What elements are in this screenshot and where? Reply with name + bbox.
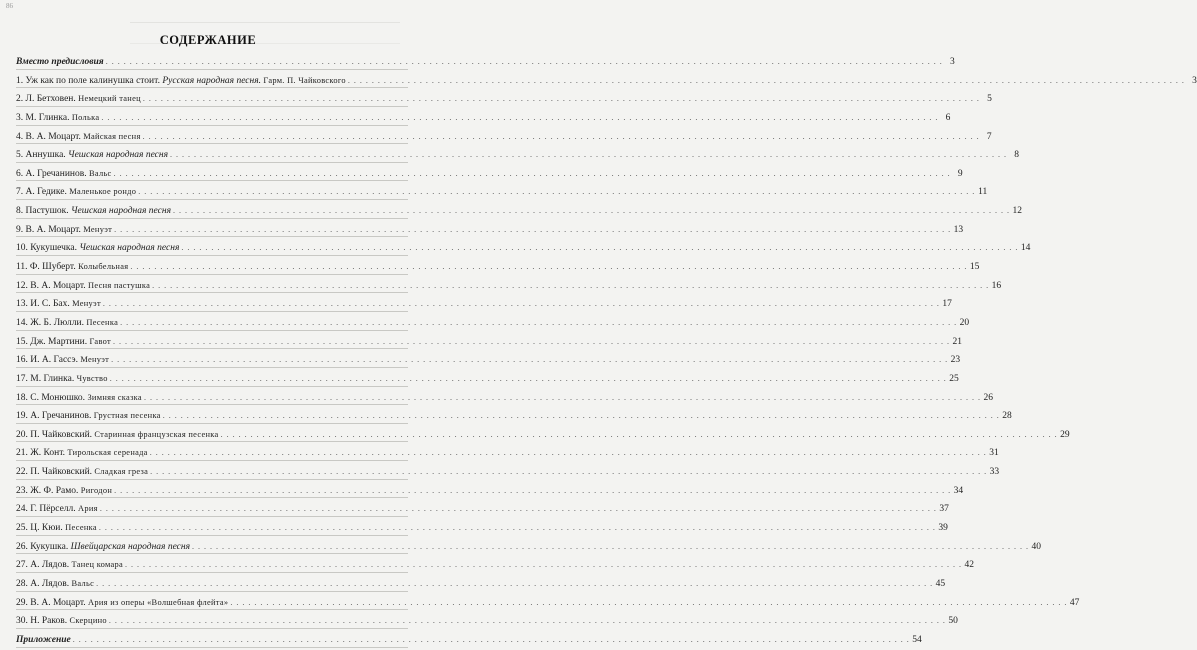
toc-entry[interactable] bbox=[16, 426, 1070, 445]
toc-entry-number: 9. bbox=[16, 224, 24, 235]
toc-entry-title: Песенка bbox=[86, 317, 119, 327]
toc-entry-number: 3. bbox=[16, 112, 24, 123]
toc-entry[interactable] bbox=[16, 463, 1000, 482]
toc-entry[interactable] bbox=[16, 538, 1042, 557]
toc-entry[interactable] bbox=[16, 277, 1002, 296]
toc-entry-title: Менуэт bbox=[72, 299, 101, 309]
toc-entry-composer: В. А. Моцарт. bbox=[30, 597, 86, 608]
toc-entry-number: 26. bbox=[16, 541, 28, 552]
toc-entry-text bbox=[16, 239, 179, 258]
toc-entry-text bbox=[16, 631, 71, 650]
toc-entry-page: 29 bbox=[1060, 429, 1070, 440]
toc-entry-page: 26 bbox=[983, 392, 993, 403]
toc-entry[interactable] bbox=[16, 109, 951, 128]
toc-entry-number: 5. bbox=[16, 150, 24, 161]
toc-entry-page: 50 bbox=[948, 616, 958, 627]
toc-entry-title: Уж как по поле калинушка стоит. bbox=[25, 75, 160, 86]
toc-entry-text bbox=[16, 519, 97, 538]
toc-entry-number: 10. bbox=[16, 243, 28, 254]
toc-entry-text bbox=[16, 612, 107, 631]
toc-entry-number: 16. bbox=[16, 355, 28, 366]
toc-entry-composer: Ж. Ф. Рамо. bbox=[30, 485, 79, 496]
toc-entry-title: Менуэт bbox=[83, 224, 113, 234]
toc-entry[interactable] bbox=[16, 53, 955, 72]
leader-dots: . . . . . . . . . . . . . . . . . . . . . . . . . . . . . . . . . . . . . . . . . . . . . . . . . . . . . . . . . . . . . . . . . . . . . . . . . . . . . . . . . . . . . . . . . . . . . . . . . . . . . . . . . . . . . . . . . . . . . . . . . . . . . . . . . . . . . . . . . . . . bbox=[125, 560, 963, 570]
toc-entry-page: 31 bbox=[989, 448, 999, 459]
toc-entry-composer: Ж. Б. Люлли. bbox=[30, 317, 84, 328]
toc-entry-title: Ария из оперы «Волшебная флейта» bbox=[88, 597, 229, 607]
toc-entry-page: 28 bbox=[1002, 411, 1012, 422]
toc-entry-composer: С. Монюшко. bbox=[30, 392, 86, 403]
toc-entry-composer: Кукушка. bbox=[30, 541, 69, 552]
leader-dots: . . . . . . . . . . . . . . . . . . . . . . . . . . . . . . . . . . . . . . . . . . . . . . . . . . . . . . . . . . . . . . . . . . . . . . . . . . . . . . . . . . . . . . . . . . . . . . . . . . . . . . . . . . . . . . . . . . . . . . . . . . . . . . . . . . . . . . . . . . . . bbox=[98, 523, 936, 533]
toc-entry[interactable] bbox=[16, 519, 948, 538]
toc-entry-composer: И. А. Гассэ. bbox=[30, 355, 78, 366]
toc-entry-page: 9 bbox=[957, 168, 963, 179]
toc-entry-text bbox=[16, 426, 219, 445]
toc-entry-text bbox=[16, 146, 168, 165]
toc-entry-composer: Л. Бетховен. bbox=[25, 94, 76, 105]
toc-entry[interactable] bbox=[16, 556, 975, 575]
toc-entry-number: 7. bbox=[16, 187, 24, 198]
toc-entry-text bbox=[16, 482, 112, 501]
toc-entry-number: 13. bbox=[16, 299, 28, 310]
leader-dots: . . . . . . . . . . . . . . . . . . . . . . . . . . . . . . . . . . . . . . . . . . . . . . . . . . . . . . . . . . . . . . . . . . . . . . . . . . . . . . . . . . . . . . . . . . . . . . . . . . . . . . . . . . . . . . . . . . . . . . . . . . . . . . . . . . . . . . . . . . . . bbox=[120, 317, 958, 327]
toc-entry[interactable] bbox=[16, 258, 980, 277]
toc-entry-number: 25. bbox=[16, 523, 28, 534]
toc-entry-page: 33 bbox=[989, 467, 1000, 478]
toc-entry[interactable] bbox=[16, 183, 988, 202]
toc-entry-page: 20 bbox=[959, 317, 970, 328]
toc-entry-title: Майская песня bbox=[83, 131, 141, 141]
toc-entry-number: 1. bbox=[16, 75, 24, 86]
toc-entry-composer: А. Гречанинов. bbox=[30, 411, 92, 422]
leader-dots: . . . . . . . . . . . . . . . . . . . . . . . . . . . . . . . . . . . . . . . . . . . . . . . . . . . . . . . . . . . . . . . . . . . . . . . . . . . . . . . . . . . . . . . . . . . . . . . . . . . . . . . . . . . . . . . . . . . . . . . . . . . . . . . . . . . . . . . . . . . . bbox=[142, 94, 980, 104]
toc-entry-composer: А. Гречанинов. bbox=[25, 168, 87, 179]
toc-entry-number: 2. bbox=[16, 94, 24, 105]
toc-entry-text bbox=[16, 556, 123, 575]
toc-entry-composer: Аннушка. bbox=[25, 150, 66, 161]
toc-entry-title: Немецкий танец bbox=[78, 94, 141, 104]
toc-entry-text bbox=[16, 333, 111, 352]
toc-entry-title: Приложение bbox=[16, 634, 71, 645]
leader-dots: . . . . . . . . . . . . . . . . . . . . . . . . . . . . . . . . . . . . . . . . . . . . . . . . . . . . . . . . . . . . . . . . . . . . . . . . . . . . . . . . . . . . . . . . . . . . . . . . . . . . . . . . . . . . . . . . . . . . . . . . . . . . . . . . . . . . . . . . . . . . bbox=[105, 57, 943, 66]
toc-entry-composer: М. Глинка. bbox=[30, 373, 75, 384]
leader-dots: . . . . . . . . . . . . . . . . . . . . . . . . . . . . . . . . . . . . . . . . . . . . . . . . . . . . . . . . . . . . . . . . . . . . . . . . . . . . . . . . . . . . . . . . . . . . . . . . . . . . . . . . . . . . . . . . . . . . . . . . . . . . . . . . . . . . . . . . . . . . bbox=[142, 131, 980, 141]
leader-dots: . . . . . . . . . . . . . . . . . . . . . . . . . . . . . . . . . . . . . . . . . . . . . . . . . . . . . . . . . . . . . . . . . . . . . . . . . . . . . . . . . . . . . . . . . . . . . . . . . . . . . . . . . . . . . . . . . . . . . . . . . . . . . . . . . . . . . . . . . . . . bbox=[162, 411, 1000, 421]
toc-entry[interactable] bbox=[16, 407, 1012, 426]
leader-dots: . . . . . . . . . . . . . . . . . . . . . . . . . . . . . . . . . . . . . . . . . . . . . . . . . . . . . . . . . . . . . . . . . . . . . . . . . . . . . . . . . . . . . . . . . . . . . . . . . . . . . . . . . . . . . . . . . . . . . . . . . . . . . . . . . . . . . . . . . . . . bbox=[143, 392, 981, 402]
leader-dots: . . . . . . . . . . . . . . . . . . . . . . . . . . . . . . . . . . . . . . . . . . . . . . . . . . . . . . . . . . . . . . . . . . . . . . . . . . . . . . . . . . . . . . . . . . . . . . . . . . . . . . . . . . . . . . . . . . . . . . . . . . . . . . . . . . . . . . . . . . . . bbox=[192, 541, 1030, 551]
toc-entry-number: 30. bbox=[16, 616, 28, 627]
toc-entry-title: Колыбельная bbox=[78, 262, 129, 272]
toc-entry-text bbox=[16, 538, 190, 557]
toc-entry[interactable] bbox=[16, 165, 963, 184]
toc-entry-page: 3 bbox=[1192, 75, 1197, 86]
toc-entry[interactable] bbox=[16, 482, 964, 501]
leader-dots: . . . . . . . . . . . . . . . . . . . . . . . . . . . . . . . . . . . . . . . . . . . . . . . . . . . . . . . . . . . . . . . . . . . . . . . . . . . . . . . . . . . . . . . . . . . . . . . . . . . . . . . . . . . . . . . . . . . . . . . . . . . . . . . . . . . . . . . . . . . . bbox=[181, 243, 1019, 253]
toc-entry-page: 14 bbox=[1020, 243, 1031, 254]
toc-entry-title: Танец комара bbox=[71, 560, 124, 570]
toc-entry-page: 12 bbox=[1012, 206, 1022, 217]
leader-dots: . . . . . . . . . . . . . . . . . . . . . . . . . . . . . . . . . . . . . . . . . . . . . . . . . . . . . . . . . . . . . . . . . . . . . . . . . . . . . . . . . . . . . . . . . . . . . . . . . . . . . . . . . . . . . . . . . . . . . . . . . . . . . . . . . . . . . . . . . . . . bbox=[101, 112, 939, 122]
toc-entry-page: 21 bbox=[952, 336, 962, 347]
toc-entry-number: 19. bbox=[16, 411, 28, 422]
leader-dots: . . . . . . . . . . . . . . . . . . . . . . . . . . . . . . . . . . . . . . . . . . . . . . . . . . . . . . . . . . . . . . . . . . . . . . . . . . . . . . . . . . . . . . . . . . . . . . . . . . . . . . . . . . . . . . . . . . . . . . . . . . . . . . . . . . . . . . . . . . . . bbox=[111, 355, 949, 365]
toc-entry-text bbox=[16, 277, 150, 296]
toc-entry-page: 23 bbox=[950, 355, 961, 366]
leader-dots: . . . . . . . . . . . . . . . . . . . . . . . . . . . . . . . . . . . . . . . . . . . . . . . . . . . . . . . . . . . . . . . . . . . . . . . . . . . . . . . . . . . . . . . . . . . . . . . . . . . . . . . . . . . . . . . . . . . . . . . . . . . . . . . . . . . . . . . . . . . . bbox=[347, 75, 1185, 85]
toc-entry-composer: Дж. Мартини. bbox=[30, 336, 88, 347]
toc-entry-composer: И. С. Бах. bbox=[30, 299, 70, 310]
toc-entry-page: 37 bbox=[939, 504, 949, 515]
toc-entry[interactable] bbox=[16, 631, 922, 650]
toc-entry[interactable] bbox=[16, 333, 962, 352]
toc-entry-composer: Кукушечка. bbox=[30, 243, 77, 254]
toc-entry[interactable] bbox=[16, 500, 949, 519]
toc-entry-number: 11. bbox=[16, 262, 28, 273]
toc-entry-title: Скерцино bbox=[69, 616, 107, 626]
toc-entry-title: Гавот bbox=[89, 336, 111, 346]
leader-dots: . . . . . . . . . . . . . . . . . . . . . . . . . . . . . . . . . . . . . . . . . . . . . . . . . . . . . . . . . . . . . . . . . . . . . . . . . . . . . . . . . . . . . . . . . . . . . . . . . . . . . . . . . . . . . . . . . . . . . . . . . . . . . . . . . . . . . . . . . . . . bbox=[138, 187, 976, 197]
leader-dots: . . . . . . . . . . . . . . . . . . . . . . . . . . . . . . . . . . . . . . . . . . . . . . . . . . . . . . . . . . . . . . . . . . . . . . . . . . . . . . . . . . . . . . . . . . . . . . . . . . . . . . . . . . . . . . . . . . . . . . . . . . . . . . . . . . . . . . . . . . . . bbox=[220, 429, 1058, 439]
toc-entry-title: Старинная французская песенка bbox=[94, 429, 219, 439]
toc-entry-page: 11 bbox=[978, 187, 988, 198]
leader-dots: . . . . . . . . . . . . . . . . . . . . . . . . . . . . . . . . . . . . . . . . . . . . . . . . . . . . . . . . . . . . . . . . . . . . . . . . . . . . . . . . . . . . . . . . . . . . . . . . . . . . . . . . . . . . . . . . . . . . . . . . . . . . . . . . . . . . . . . . . . . . bbox=[112, 336, 950, 346]
toc-entry[interactable] bbox=[16, 444, 999, 463]
toc-entry-text bbox=[16, 128, 141, 147]
toc-entry-composer: П. Чайковский. bbox=[30, 467, 93, 478]
toc-entry-page: 15 bbox=[969, 262, 980, 273]
leader-dots: . . . . . . . . . . . . . . . . . . . . . . . . . . . . . . . . . . . . . . . . . . . . . . . . . . . . . . . . . . . . . . . . . . . . . . . . . . . . . . . . . . . . . . . . . . . . . . . . . . . . . . . . . . . . . . . . . . . . . . . . . . . . . . . . . . . . . . . . . . . . bbox=[72, 634, 910, 644]
toc-entry-page: 54 bbox=[912, 634, 922, 645]
leader-dots: . . . . . . . . . . . . . . . . . . . . . . . . . . . . . . . . . . . . . . . . . . . . . . . . . . . . . . . . . . . . . . . . . . . . . . . . . . . . . . . . . . . . . . . . . . . . . . . . . . . . . . . . . . . . . . . . . . . . . . . . . . . . . . . . . . . . . . . . . . . . bbox=[113, 168, 951, 178]
toc-entry-page: 25 bbox=[949, 373, 959, 384]
toc-entry-composer: М. Глинка. bbox=[25, 112, 70, 123]
toc-entry-number: 23. bbox=[16, 485, 28, 496]
toc-entry[interactable] bbox=[16, 72, 1197, 91]
toc-entry-composer: В. А. Моцарт. bbox=[25, 131, 81, 142]
toc-entry-title: Швейцарская народная песня bbox=[70, 541, 191, 552]
toc-entry[interactable] bbox=[16, 575, 946, 594]
leader-dots: . . . . . . . . . . . . . . . . . . . . . . . . . . . . . . . . . . . . . . . . . . . . . . . . . . . . . . . . . . . . . . . . . . . . . . . . . . . . . . . . . . . . . . . . . . . . . . . . . . . . . . . . . . . . . . . . . . . . . . . . . . . . . . . . . . . . . . . . . . . . bbox=[96, 578, 934, 588]
leader-dots: . . . . . . . . . . . . . . . . . . . . . . . . . . . . . . . . . . . . . . . . . . . . . . . . . . . . . . . . . . . . . . . . . . . . . . . . . . . . . . . . . . . . . . . . . . . . . . . . . . . . . . . . . . . . . . . . . . . . . . . . . . . . . . . . . . . . . . . . . . . . bbox=[230, 597, 1068, 607]
leader-dots: . . . . . . . . . . . . . . . . . . . . . . . . . . . . . . . . . . . . . . . . . . . . . . . . . . . . . . . . . . . . . . . . . . . . . . . . . . . . . . . . . . . . . . . . . . . . . . . . . . . . . . . . . . . . . . . . . . . . . . . . . . . . . . . . . . . . . . . . . . . . bbox=[152, 280, 990, 290]
toc-entry-composer: А. Гедике. bbox=[25, 187, 67, 198]
toc-entry-page: 17 bbox=[942, 299, 952, 310]
toc-entry-text bbox=[16, 165, 112, 184]
toc-entry-page: 47 bbox=[1069, 597, 1080, 608]
toc-entry-title: Маленькое рондо bbox=[69, 187, 137, 197]
toc-entry-title: Зимняя сказка bbox=[87, 392, 142, 402]
toc-entry-composer: В. А. Моцарт. bbox=[30, 280, 86, 291]
toc-entry-page: 7 bbox=[986, 131, 992, 142]
toc-entry-title: Грустная песенка bbox=[93, 411, 161, 421]
toc-entry-number: 15. bbox=[16, 336, 28, 347]
toc-entry-title: Чешская народная песня bbox=[79, 243, 180, 254]
leader-dots: . . . . . . . . . . . . . . . . . . . . . . . . . . . . . . . . . . . . . . . . . . . . . . . . . . . . . . . . . . . . . . . . . . . . . . . . . . . . . . . . . . . . . . . . . . . . . . . . . . . . . . . . . . . . . . . . . . . . . . . . . . . . . . . . . . . . . . . . . . . . bbox=[173, 206, 1010, 216]
toc-entry-text bbox=[16, 258, 128, 277]
toc-entry-text bbox=[16, 295, 101, 314]
toc-entry-number: 6. bbox=[16, 168, 24, 179]
toc-entry-text bbox=[16, 90, 141, 109]
toc-entry-text bbox=[16, 463, 148, 482]
leader-dots: . . . . . . . . . . . . . . . . . . . . . . . . . . . . . . . . . . . . . . . . . . . . . . . . . . . . . . . . . . . . . . . . . . . . . . . . . . . . . . . . . . . . . . . . . . . . . . . . . . . . . . . . . . . . . . . . . . . . . . . . . . . . . . . . . . . . . . . . . . . . bbox=[109, 373, 947, 383]
toc-entry[interactable] bbox=[16, 612, 958, 631]
toc-entry[interactable] bbox=[16, 128, 992, 147]
toc-entry[interactable] bbox=[16, 295, 952, 314]
toc-entry-text bbox=[16, 575, 94, 594]
toc-entry-title: Чувство bbox=[76, 373, 108, 383]
toc-entry[interactable] bbox=[16, 90, 992, 109]
toc-entry-text bbox=[16, 72, 346, 91]
toc-entry-title: Чешская народная песня bbox=[68, 150, 169, 161]
toc-entry[interactable] bbox=[16, 146, 1020, 165]
toc-entry-title: Тирольская серенада bbox=[67, 448, 148, 458]
toc-entry-text bbox=[16, 389, 142, 408]
leader-dots: . . . . . . . . . . . . . . . . . . . . . . . . . . . . . . . . . . . . . . . . . . . . . . . . . . . . . . . . . . . . . . . . . . . . . . . . . . . . . . . . . . . . . . . . . . . . . . . . . . . . . . . . . . . . . . . . . . . . . . . . . . . . . . . . . . . . . . . . . . . . bbox=[170, 150, 1008, 160]
leader-dots: . . . . . . . . . . . . . . . . . . . . . . . . . . . . . . . . . . . . . . . . . . . . . . . . . . . . . . . . . . . . . . . . . . . . . . . . . . . . . . . . . . . . . . . . . . . . . . . . . . . . . . . . . . . . . . . . . . . . . . . . . . . . . . . . . . . . . . . . . . . . bbox=[150, 467, 988, 477]
table-of-contents bbox=[16, 53, 1197, 650]
toc-entry-number: 22. bbox=[16, 467, 28, 478]
toc-entry-composer: Ж. Конт. bbox=[30, 448, 66, 459]
toc-entry-page: 8 bbox=[1014, 150, 1020, 161]
toc-entry-page: 45 bbox=[935, 578, 946, 589]
toc-entry-title: Вместо предисловия bbox=[16, 57, 104, 67]
leader-dots: . . . . . . . . . . . . . . . . . . . . . . . . . . . . . . . . . . . . . . . . . . . . . . . . . . . . . . . . . . . . . . . . . . . . . . . . . . . . . . . . . . . . . . . . . . . . . . . . . . . . . . . . . . . . . . . . . . . . . . . . . . . . . . . . . . . . . . . . . . . . bbox=[130, 262, 968, 272]
toc-entry-title: Менуэт bbox=[80, 355, 110, 365]
toc-entry-text bbox=[16, 500, 98, 519]
toc-entry[interactable] bbox=[16, 594, 1080, 613]
toc-entry-text bbox=[16, 183, 136, 202]
toc-entry-text bbox=[16, 202, 171, 221]
toc-entry-title: Вальс bbox=[88, 168, 112, 178]
toc-entry-page: 5 bbox=[987, 94, 992, 105]
toc-entry-title: Ария bbox=[78, 504, 98, 514]
toc-entry-number: 24. bbox=[16, 504, 28, 515]
toc-entry-title: Вальс bbox=[71, 578, 95, 588]
toc-entry-title: Полька bbox=[71, 112, 100, 122]
toc-entry-composer: Ц. Кюи. bbox=[30, 523, 63, 534]
toc-entry-composer: А. Лядов. bbox=[30, 560, 70, 571]
toc-entry-text bbox=[16, 314, 118, 333]
toc-entry-composer: Н. Раков. bbox=[30, 616, 68, 627]
toc-entry-number: 29. bbox=[16, 597, 28, 608]
toc-entry-title: Сладкая греза bbox=[94, 467, 149, 477]
toc-entry-arranger: Гарм. П. Чайковского bbox=[263, 75, 346, 85]
toc-entry-number: 18. bbox=[16, 392, 28, 403]
toc-entry-text bbox=[16, 370, 108, 389]
toc-entry[interactable] bbox=[16, 389, 993, 408]
toc-entry[interactable] bbox=[16, 202, 1022, 221]
toc-entry-number: 17. bbox=[16, 373, 28, 384]
leader-dots: . . . . . . . . . . . . . . . . . . . . . . . . . . . . . . . . . . . . . . . . . . . . . . . . . . . . . . . . . . . . . . . . . . . . . . . . . . . . . . . . . . . . . . . . . . . . . . . . . . . . . . . . . . . . . . . . . . . . . . . . . . . . . . . . . . . . . . . . . . . . bbox=[149, 448, 987, 458]
page-title: СОДЕРЖАНИЕ bbox=[159, 33, 257, 47]
toc-entry-number: 21. bbox=[16, 448, 28, 459]
leader-dots: . . . . . . . . . . . . . . . . . . . . . . . . . . . . . . . . . . . . . . . . . . . . . . . . . . . . . . . . . . . . . . . . . . . . . . . . . . . . . . . . . . . . . . . . . . . . . . . . . . . . . . . . . . . . . . . . . . . . . . . . . . . . . . . . . . . . . . . . . . . . bbox=[108, 616, 946, 626]
toc-entry-composer: Ф. Шуберт. bbox=[29, 262, 76, 273]
toc-entry-text bbox=[16, 53, 104, 72]
toc-entry[interactable] bbox=[16, 370, 959, 389]
leader-dots: . . . . . . . . . . . . . . . . . . . . . . . . . . . . . . . . . . . . . . . . . . . . . . . . . . . . . . . . . . . . . . . . . . . . . . . . . . . . . . . . . . . . . . . . . . . . . . . . . . . . . . . . . . . . . . . . . . . . . . . . . . . . . . . . . . . . . . . . . . . . bbox=[114, 224, 952, 234]
toc-entry-composer: В. А. Моцарт. bbox=[25, 224, 81, 235]
toc-entry-page: 6 bbox=[945, 112, 951, 123]
toc-entry-composer: Пастушок. bbox=[25, 206, 69, 217]
toc-entry-title: Чешская народная песня bbox=[71, 206, 171, 217]
toc-entry-number: 4. bbox=[16, 131, 24, 142]
toc-entry-page: 42 bbox=[964, 560, 975, 571]
toc-entry-number: 28. bbox=[16, 578, 28, 589]
toc-entry-number: 8. bbox=[16, 206, 24, 217]
toc-entry-text bbox=[16, 221, 112, 240]
toc-entry-composer: Г. Пёрселл. bbox=[30, 504, 76, 515]
toc-entry-page: 40 bbox=[1031, 541, 1042, 552]
toc-entry[interactable] bbox=[16, 221, 964, 240]
toc-entry-title: Песня пастушка bbox=[88, 280, 151, 290]
toc-entry-page: 39 bbox=[938, 523, 948, 534]
toc-entry-page: 16 bbox=[991, 280, 1002, 291]
toc-entry-number: 14. bbox=[16, 317, 28, 328]
toc-entry[interactable] bbox=[16, 351, 961, 370]
toc-entry-text bbox=[16, 594, 228, 613]
leader-dots: . . . . . . . . . . . . . . . . . . . . . . . . . . . . . . . . . . . . . . . . . . . . . . . . . . . . . . . . . . . . . . . . . . . . . . . . . . . . . . . . . . . . . . . . . . . . . . . . . . . . . . . . . . . . . . . . . . . . . . . . . . . . . . . . . . . . . . . . . . . . bbox=[114, 485, 952, 495]
toc-entry-text bbox=[16, 407, 161, 426]
toc-entry-number: 20. bbox=[16, 429, 28, 440]
toc-entry-page: 3 bbox=[949, 57, 955, 67]
corner-page-number: 86 bbox=[6, 2, 13, 10]
leader-dots: . . . . . . . . . . . . . . . . . . . . . . . . . . . . . . . . . . . . . . . . . . . . . . . . . . . . . . . . . . . . . . . . . . . . . . . . . . . . . . . . . . . . . . . . . . . . . . . . . . . . . . . . . . . . . . . . . . . . . . . . . . . . . . . . . . . . . . . . . . . . bbox=[102, 299, 940, 309]
toc-entry-text bbox=[16, 444, 148, 463]
leader-dots: . . . . . . . . . . . . . . . . . . . . . . . . . . . . . . . . . . . . . . . . . . . . . . . . . . . . . . . . . . . . . . . . . . . . . . . . . . . . . . . . . . . . . . . . . . . . . . . . . . . . . . . . . . . . . . . . . . . . . . . . . . . . . . . . . . . . . . . . . . . . bbox=[99, 504, 937, 514]
toc-entry-title: Песенка bbox=[65, 523, 97, 533]
toc-entry[interactable] bbox=[16, 314, 970, 333]
toc-entry-page: 34 bbox=[953, 485, 964, 496]
toc-entry[interactable] bbox=[16, 239, 1031, 258]
toc-entry-composer: П. Чайковский. bbox=[30, 429, 93, 440]
toc-entry-title: Ригодон bbox=[80, 485, 113, 495]
toc-entry-page: 13 bbox=[953, 224, 964, 235]
toc-entry-text bbox=[16, 351, 109, 370]
toc-entry-subtitle: Русская народная песня. bbox=[162, 75, 262, 86]
toc-entry-number: 12. bbox=[16, 280, 28, 291]
toc-entry-number: 27. bbox=[16, 560, 28, 571]
toc-entry-text bbox=[16, 109, 99, 128]
toc-entry-composer: А. Лядов. bbox=[30, 578, 70, 589]
